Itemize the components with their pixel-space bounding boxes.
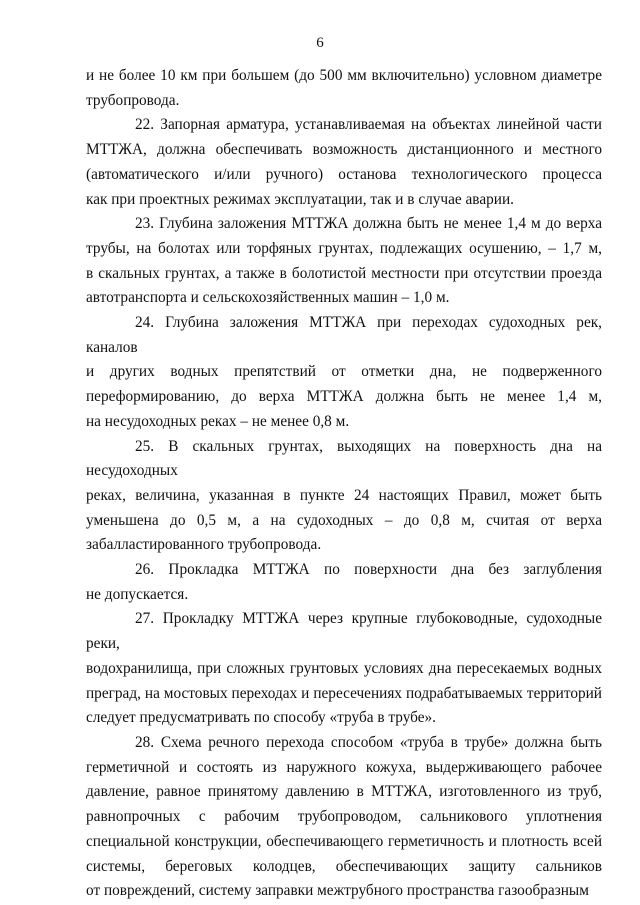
paragraph-line: и других водных препятствий от отметки дна, не подверженного — [86, 363, 602, 381]
paragraph-line: 24. Глубина заложения МТТЖА при переходах судоходных рек, каналов — [86, 314, 602, 356]
document-body — [86, 64, 602, 904]
paragraph-line: трубопровода. — [86, 91, 180, 109]
paragraph-line: как при проектных режимах эксплуатации, так и в случае аварии. — [86, 190, 514, 208]
paragraph-line: трубы, на болотах или торфяных грунтах, подлежащих осушению, – 1,7 м, — [86, 239, 602, 257]
paragraph-line: не допускается. — [86, 585, 189, 603]
paragraph-line: переформированию, до верха МТТЖА должна быть не менее 1,4 м, — [86, 388, 602, 406]
paragraph-line: в скальных грунтах, а также в болотистой местности при отсутствии проезда — [86, 264, 602, 282]
paragraph-line: 26. Прокладка МТТЖА по поверхности дна без заглубления — [135, 561, 602, 579]
page-number: 6 — [316, 35, 324, 51]
paragraph-line: герметичной и состоять из наружного кожуха, выдерживающего рабочее — [86, 758, 602, 776]
paragraph-line: 25. В скальных грунтах, выходящих на поверхность дна на несудоходных — [86, 437, 602, 480]
paragraph-line: следует предусматривать по способу «труба в трубе». — [86, 709, 436, 727]
paragraph-line: забалластированного трубопровода. — [86, 536, 322, 554]
paragraph-line: реках, величина, указанная в пункте 24 настоящих Правил, может быть — [86, 486, 602, 504]
paragraph-line: уменьшена до 0,5 м, а на судоходных – до 0,8 м, считая от верха — [86, 511, 602, 529]
paragraph-line: 22. Запорная арматура, устанавливаемая на объектах линейной части — [135, 116, 602, 134]
paragraph-line: равнопрочных с рабочим трубопроводом, сальникового уплотнения — [86, 808, 602, 826]
paragraph-line: 28. Схема речного перехода способом «труба в трубе» должна быть — [135, 733, 602, 751]
paragraph-line: и не более 10 км при большем (до 500 мм включительно) условном диаметре — [86, 67, 602, 84]
paragraph-line: специальной конструкции, обеспечивающего герметичность и плотность всей — [86, 832, 602, 850]
paragraph-line: преград, на мостовых переходах и пересечениях подрабатываемых территорий — [86, 684, 602, 702]
paragraph-line: от повреждений, систему заправки межтрубного пространства газообразным — [86, 882, 589, 900]
paragraph-line: 27. Прокладку МТТЖА через крупные глубоководные, судоходные реки, — [86, 610, 602, 653]
paragraph-line: (автоматического и/или ручного) останова технологического процесса — [86, 165, 602, 183]
paragraph-line: на несудоходных реках – не менее 0,8 м. — [86, 412, 350, 430]
paragraph-line: системы, береговых колодцев, обеспечивающих защиту сальников — [86, 857, 602, 875]
paragraph-line: МТТЖА, должна обеспечивать возможность дистанционного и местного — [86, 141, 602, 159]
paragraph-line: давление, равное принятому давлению в МТТЖА, изготовленного из труб, — [86, 783, 602, 801]
paragraph-line: водохранилища, при сложных грунтовых условиях дна пересекаемых водных — [86, 659, 602, 677]
paragraph-line: 23. Глубина заложения МТТЖА должна быть не менее 1,4 м до верха — [135, 215, 602, 233]
paragraph-line: автотранспорта и сельскохозяйственных машин – 1,0 м. — [86, 289, 450, 307]
